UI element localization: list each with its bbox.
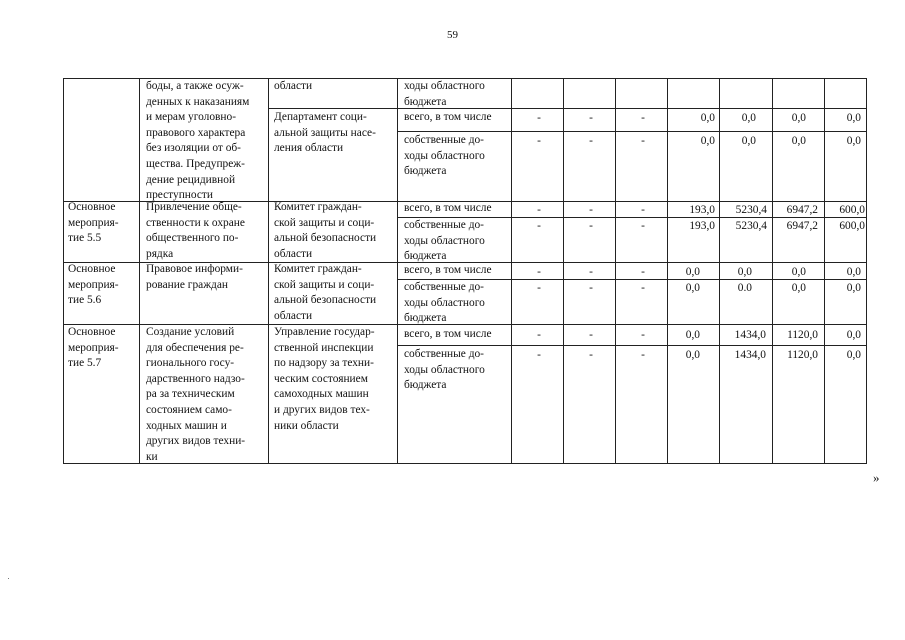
- value-cell: 6947,2: [786, 220, 818, 232]
- value-cell: 0,0: [685, 266, 700, 278]
- value-cell: 6947,2: [786, 204, 818, 216]
- value-cell: 600,0: [839, 204, 865, 216]
- value-cell: -: [589, 220, 593, 232]
- measure-name: боды, а также осуж- денных к наказаниям и мерам уголовно- правового характера без изоляции от об- щества. Предупреж- дение рецидивной преступности: [146, 80, 250, 202]
- value-cell: 0,0: [791, 112, 806, 124]
- measure-name: Привлечение обще- ственности к охране общественного по- рядка: [146, 201, 245, 260]
- column-divider: [511, 78, 512, 464]
- value-cell: -: [641, 112, 645, 124]
- value-cell: -: [589, 135, 593, 147]
- value-cell: 0,0: [700, 135, 715, 147]
- value-cell: 0,0: [846, 266, 861, 278]
- measure-name: Правовое информи- рование граждан: [146, 263, 243, 291]
- value-cell: 0,0: [846, 135, 861, 147]
- value-cell: 0,0: [685, 282, 700, 294]
- column-divider: [63, 78, 64, 464]
- subrow-divider: [268, 108, 867, 109]
- page-number: 59: [447, 29, 458, 41]
- value-cell: -: [537, 135, 541, 147]
- value-cell: 0,0: [791, 266, 806, 278]
- measure-label: Основное мероприя- тие 5.5: [68, 201, 119, 245]
- measure-label: Основное мероприя- тие 5.6: [68, 263, 119, 307]
- value-cell: -: [537, 112, 541, 124]
- value-cell: 1120,0: [787, 349, 818, 361]
- value-cell: 0,0: [846, 329, 861, 341]
- value-cell: 1434,0: [734, 349, 766, 361]
- value-cell: 5230,4: [735, 220, 767, 232]
- value-cell: 0,0: [741, 135, 756, 147]
- funding-source: всего, в том числе: [404, 328, 492, 340]
- value-cell: -: [537, 220, 541, 232]
- value-cell: 0,0: [741, 112, 756, 124]
- funding-source: всего, в том числе: [404, 264, 492, 276]
- funding-source: собственные до- ходы областного бюджета: [404, 134, 485, 178]
- closing-quote: »: [873, 470, 880, 485]
- value-cell: -: [641, 135, 645, 147]
- value-cell: -: [589, 112, 593, 124]
- funding-source: всего, в том числе: [404, 111, 492, 123]
- funding-source: всего, в том числе: [404, 202, 492, 214]
- column-divider: [397, 78, 398, 464]
- value-cell: -: [589, 349, 593, 361]
- executor: Управление государ- ственной инспекции по надзору за техни- ческим состоянием самоходных машин и других видов тех- ники области: [274, 326, 375, 432]
- column-divider: [139, 78, 140, 464]
- executor: Комитет граждан- ской защиты и соци- альной безопасности области: [274, 201, 377, 260]
- value-cell: 5230,4: [735, 204, 767, 216]
- value-cell: 0,0: [791, 282, 806, 294]
- value-cell: -: [641, 266, 645, 278]
- value-cell: 0,0: [737, 266, 752, 278]
- value-cell: 0,0: [846, 112, 861, 124]
- value-cell: -: [537, 282, 541, 294]
- measure-label: Основное мероприя- тие 5.7: [68, 326, 119, 370]
- value-cell: -: [589, 266, 593, 278]
- executor: области: [274, 80, 313, 92]
- measure-name: Создание условий для обеспечения ре- гионального госу- дарственного надзо- ра за техническим состоянием само- ходных машин и других видов техни- ки: [146, 326, 246, 463]
- value-cell: -: [641, 329, 645, 341]
- value-cell: -: [537, 329, 541, 341]
- column-divider: [563, 78, 564, 464]
- funding-source: собственные до- ходы областного бюджета: [404, 281, 485, 325]
- column-divider: [268, 78, 269, 464]
- value-cell: 193,0: [689, 204, 715, 216]
- table-right-border: [866, 78, 867, 464]
- executor: Комитет граждан- ской защиты и соци- альной безопасности области: [274, 263, 377, 322]
- value-cell: -: [589, 329, 593, 341]
- value-cell: 600,0: [839, 220, 865, 232]
- subrow-divider: [397, 131, 867, 132]
- value-cell: -: [641, 220, 645, 232]
- value-cell: -: [641, 204, 645, 216]
- value-cell: 0,0: [700, 112, 715, 124]
- value-cell: -: [589, 204, 593, 216]
- funding-source: ходы областного бюджета: [404, 80, 485, 108]
- value-cell: 0,0: [791, 135, 806, 147]
- value-cell: 1434,0: [734, 329, 766, 341]
- column-divider: [615, 78, 616, 464]
- value-cell: 1120,0: [787, 329, 818, 341]
- value-cell: -: [537, 349, 541, 361]
- value-cell: 193,0: [689, 220, 715, 232]
- scan-speck: [8, 578, 9, 579]
- value-cell: -: [537, 204, 541, 216]
- value-cell: -: [537, 266, 541, 278]
- funding-source: собственные до- ходы областного бюджета: [404, 219, 485, 263]
- executor: Департамент соци- альной защиты насе- ления области: [274, 111, 376, 155]
- funding-source: собственные до- ходы областного бюджета: [404, 348, 485, 392]
- value-cell: 0,0: [685, 349, 700, 361]
- value-cell: 0.0: [737, 282, 752, 294]
- subrow-divider: [397, 345, 867, 346]
- value-cell: -: [641, 282, 645, 294]
- value-cell: 0,0: [685, 329, 700, 341]
- value-cell: -: [589, 282, 593, 294]
- value-cell: 0,0: [846, 349, 861, 361]
- value-cell: -: [641, 349, 645, 361]
- value-cell: 0,0: [846, 282, 861, 294]
